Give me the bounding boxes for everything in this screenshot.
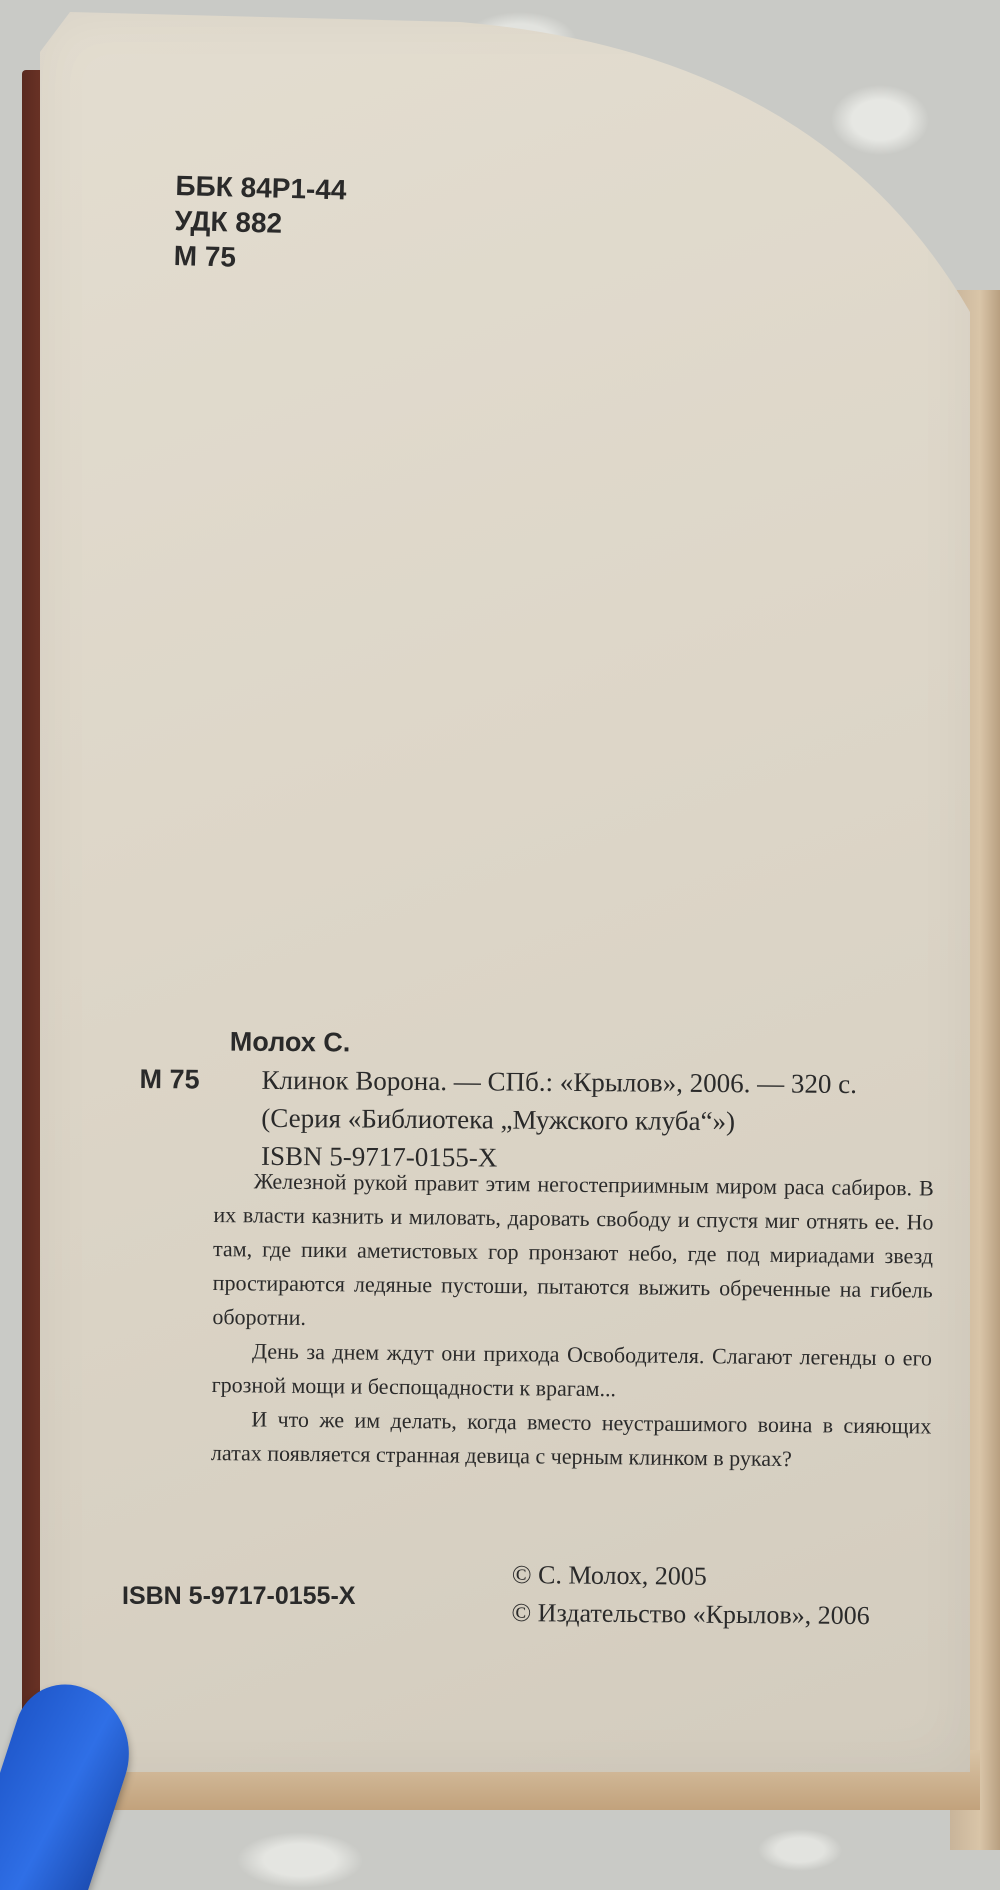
book-page — [40, 12, 970, 1772]
author-mark: М 75 — [173, 239, 237, 273]
copyright-author: © С. Молох, 2005 — [511, 1559, 708, 1591]
bibliographic-line: Клинок Ворона. — СПб.: «Крылов», 2006. — 320 с. — [261, 1064, 857, 1100]
annotation-block — [211, 1164, 934, 1478]
classification-block — [173, 168, 347, 277]
footer-isbn: ISBN 5-9717-0155-Х — [122, 1582, 356, 1610]
catalog-author: Молох С. — [229, 1026, 351, 1058]
series-line: (Серия «Библиотека „Мужского клуба“») — [261, 1102, 736, 1137]
catalog-author-mark: М 75 — [139, 1063, 200, 1095]
copyright-block — [511, 1556, 870, 1635]
annotation-paragraph: Железной рукой правит этим негостеприимным миром раса сабиров. В их власти казнить и миловать, даровать свободу и спустя миг отнять ее. Но там, где пики аметистовых гор пронзают небо, где под мириадами звезд простираются ледяные пустоши, пытаются выжить обреченные на гибель оборотни. — [212, 1168, 934, 1330]
copyright-publisher: © Издательство «Крылов», 2006 — [511, 1597, 870, 1631]
bbk-code: ББК 84Р1-44 — [175, 169, 347, 206]
catalog-entry — [261, 1061, 857, 1179]
annotation-paragraph: И что же им делать, когда вместо неустрашимого воина в сияющих латах появляется странная девица с черным клинком в руках? — [210, 1406, 932, 1472]
catalog-isbn: ISBN 5-9717-0155-Х — [260, 1140, 498, 1173]
udk-code: УДК 882 — [174, 204, 283, 239]
annotation-paragraph: День за днем ждут они прихода Освободителя. Слагают легенды о его грозной мощи и беспощадности к врагам... — [211, 1338, 933, 1402]
